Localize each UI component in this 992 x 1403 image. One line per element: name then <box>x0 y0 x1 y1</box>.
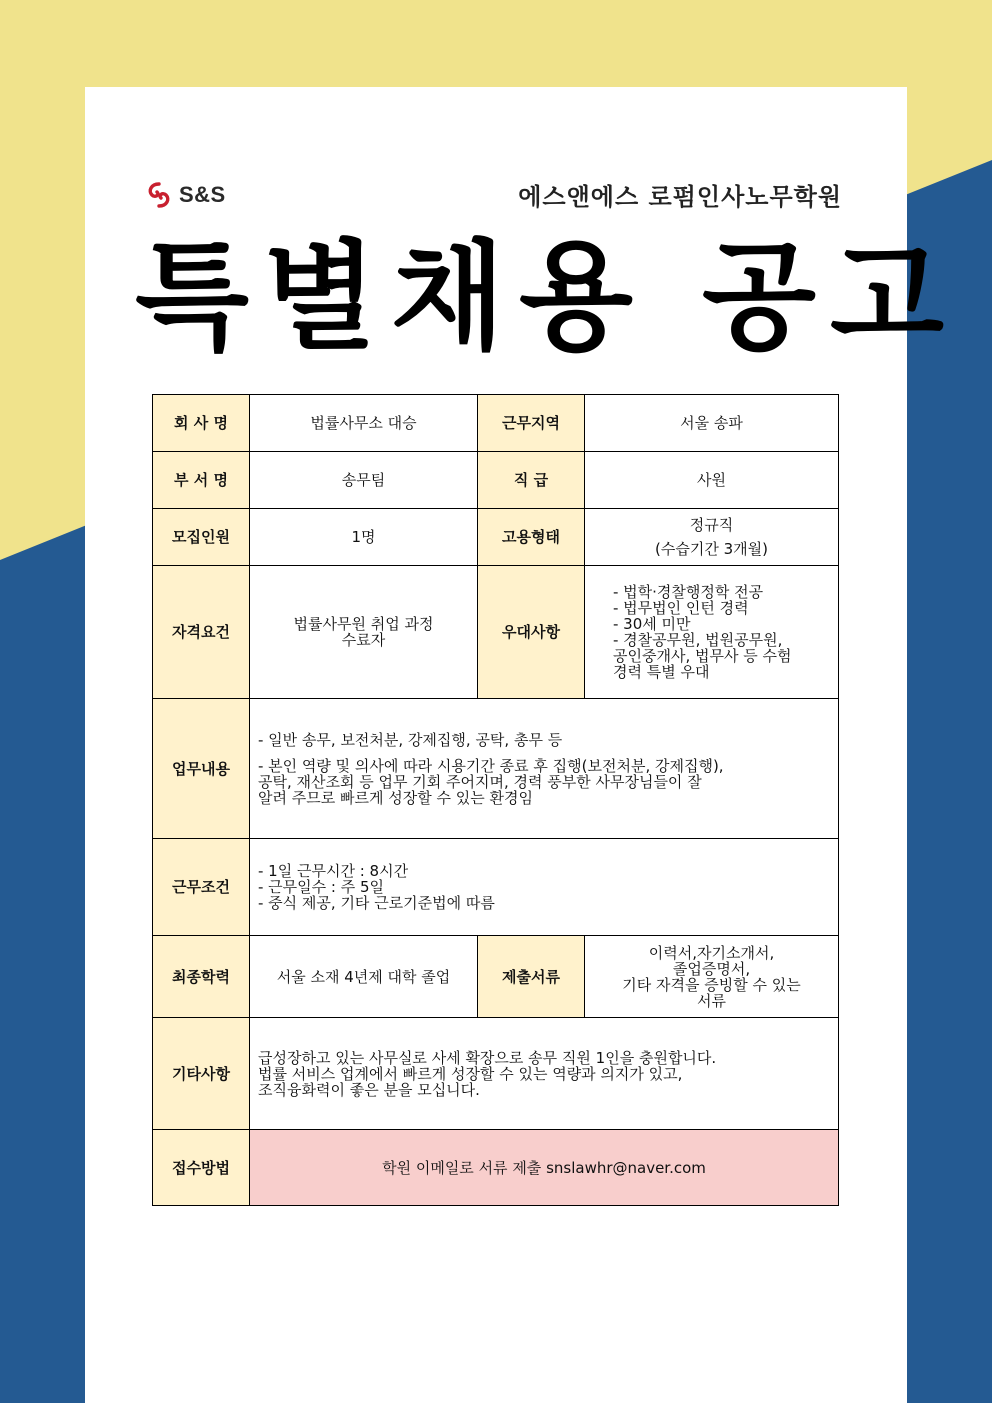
apply-value: 학원 이메일로 서류 제출 snslawhr@naver.com <box>250 1130 839 1206</box>
preference-line: - 법무법인 인턴 경력 <box>613 599 749 617</box>
table-row <box>153 452 839 509</box>
conditions-line: - 중식 제공, 기타 근로기준법에 따름 <box>258 894 495 912</box>
duties-line: - 본인 역량 및 의사에 따라 시용기간 종료 후 집행(보전처분, 강제집행), <box>258 756 724 775</box>
documents-line: 기타 자격을 증빙할 수 있는 <box>622 975 801 994</box>
qualification-value <box>250 566 478 699</box>
department-value: 송무팀 <box>250 452 478 509</box>
documents-value <box>585 936 839 1018</box>
others-line: 법률 서비스 업계에서 빠르게 성장할 수 있는 역량과 의지가 있고, <box>258 1064 683 1083</box>
table-row <box>153 1130 839 1206</box>
recruitment-table <box>152 394 839 1206</box>
duties-line: 알려 주므로 빠르게 성장할 수 있는 환경임 <box>258 788 533 807</box>
documents-label: 제출서류 <box>478 936 585 1018</box>
apply-label: 접수방법 <box>153 1130 250 1206</box>
rank-value: 사원 <box>585 452 839 509</box>
others-line: 조직융화력이 좋은 분을 모십니다. <box>258 1080 480 1099</box>
duties-line: - 일반 송무, 보전처분, 강제집행, 공탁, 총무 등 <box>258 730 563 749</box>
documents-line: 졸업증명서, <box>672 959 751 978</box>
headcount-label: 모집인원 <box>153 509 250 566</box>
others-value <box>250 1018 839 1130</box>
duties-line: 공탁, 재산조회 등 업무 기회 주어지며, 경력 풍부한 사무장님들이 잘 <box>258 772 702 791</box>
qualification-line: 수료자 <box>341 631 386 649</box>
documents-line: 서류 <box>697 991 726 1010</box>
preference-line: - 30세 미만 <box>613 615 691 633</box>
employment-label: 고용형태 <box>478 509 585 566</box>
duties-label: 업무내용 <box>153 699 250 839</box>
qualification-label: 자격요건 <box>153 566 250 699</box>
preference-value <box>585 566 839 699</box>
location-value: 서울 송파 <box>585 395 839 452</box>
headcount-value: 1명 <box>250 509 478 566</box>
preference-label: 우대사항 <box>478 566 585 699</box>
others-label: 기타사항 <box>153 1018 250 1130</box>
others-line: 급성장하고 있는 사무실로 사세 확장으로 송무 직원 1인을 충원합니다. <box>258 1048 717 1067</box>
table-row <box>153 699 839 839</box>
table-row <box>153 839 839 936</box>
employment-line: 정규직 <box>689 516 734 534</box>
logo-text: S&S <box>179 182 226 207</box>
conditions-line: - 1일 근무시간 : 8시간 <box>258 862 409 880</box>
table-row <box>153 566 839 699</box>
table-row <box>153 395 839 452</box>
table-row <box>153 1018 839 1130</box>
employment-line: (수습기간 3개월) <box>655 540 768 558</box>
education-label: 최종학력 <box>153 936 250 1018</box>
documents-line: 이력서,자기소개서, <box>648 943 775 962</box>
department-label: 부 서 명 <box>153 452 250 509</box>
employment-value <box>585 509 839 566</box>
conditions-label: 근무조건 <box>153 839 250 936</box>
table-row <box>153 509 839 566</box>
company-label: 회 사 명 <box>153 395 250 452</box>
logo-swirl-icon <box>145 181 173 209</box>
academy-name: 에스앤에스 로펌인사노무학원 <box>518 183 842 211</box>
qualification-line: 법률사무원 취업 과정 <box>293 615 434 633</box>
conditions-line: - 근무일수 : 주 5일 <box>258 878 385 896</box>
preference-line: 공인중개사, 법무사 등 수험 <box>613 647 792 665</box>
conditions-value <box>250 839 839 936</box>
table-row <box>153 936 839 1018</box>
duties-value <box>250 699 839 839</box>
education-value: 서울 소재 4년제 대학 졸업 <box>250 936 478 1018</box>
preference-line: 경력 특별 우대 <box>613 663 710 681</box>
page-title: 특별채용 공고 <box>135 228 959 366</box>
company-logo <box>145 180 226 210</box>
location-label: 근무지역 <box>478 395 585 452</box>
rank-label: 직 급 <box>478 452 585 509</box>
preference-line: - 법학·경찰행정학 전공 <box>613 583 764 601</box>
company-value: 법률사무소 대승 <box>250 395 478 452</box>
preference-line: - 경찰공무원, 법원공무원, <box>613 631 783 649</box>
